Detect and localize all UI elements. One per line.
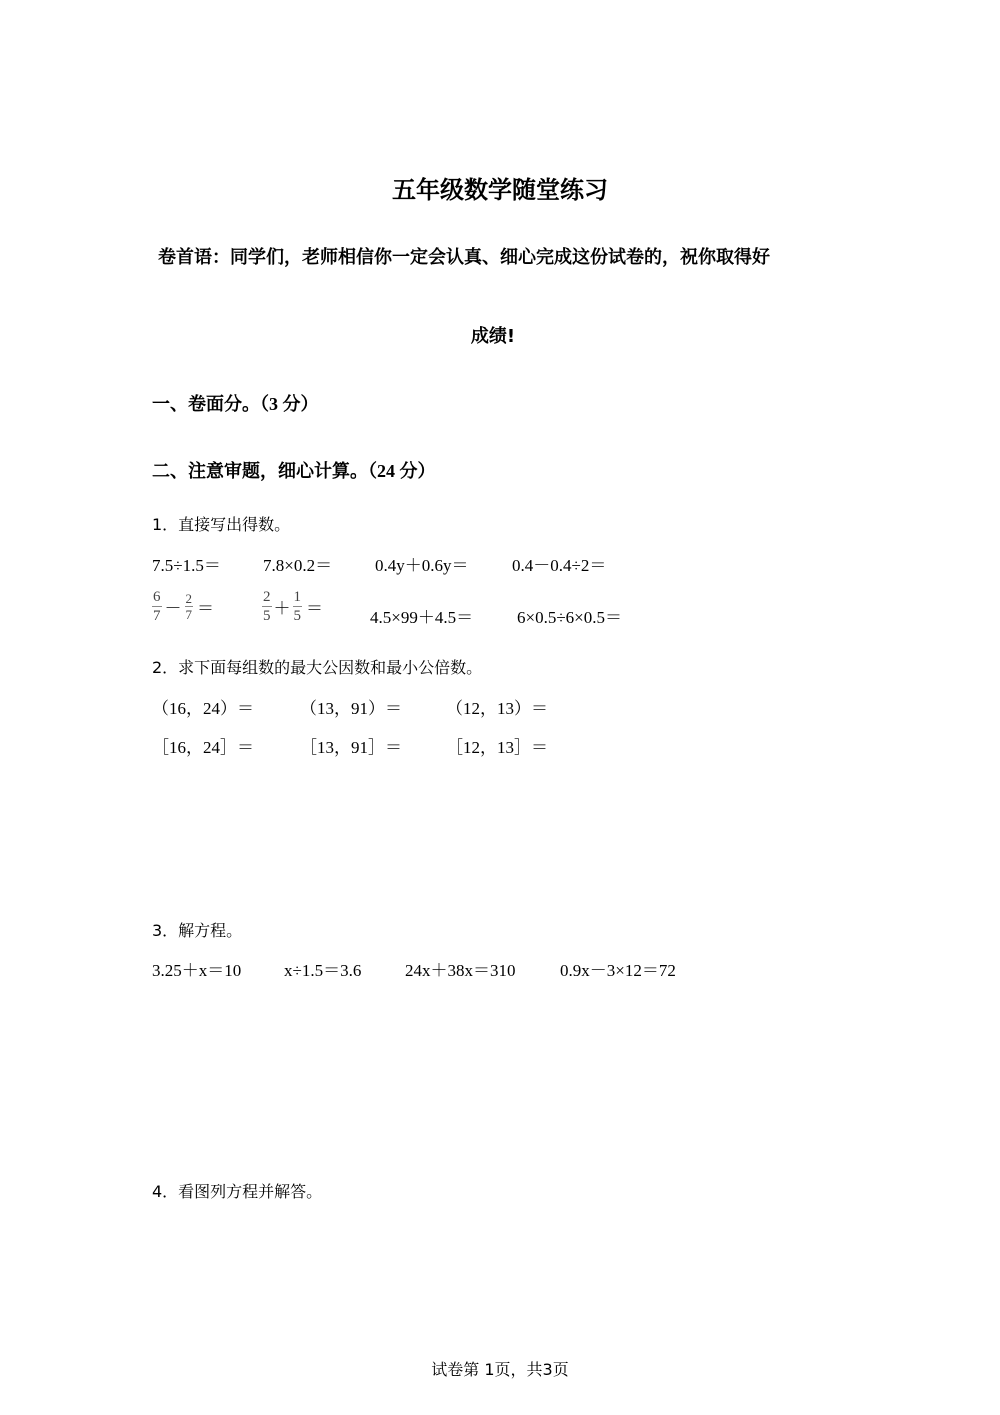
q2-lcm-2: ［13，91］＝	[300, 738, 402, 757]
q1-expr-8: 6×0.5÷6×0.5＝	[517, 608, 623, 627]
q1-fraction-expr-1	[152, 588, 214, 625]
denominator: 5	[293, 608, 301, 624]
q2-gcd-2: （13，91）＝	[300, 699, 402, 718]
denominator: 5	[263, 608, 271, 624]
preface-line-1: 卷首语：同学们，老师相信你一定会认真、细心完成这份试卷的，祝你取得好	[158, 247, 770, 268]
section-1-score: （3 分）	[260, 394, 319, 414]
numerator: 1	[293, 589, 301, 605]
numerator: 2	[185, 591, 192, 606]
preface-line-2: 成绩!	[470, 326, 516, 347]
section-1-heading	[152, 390, 319, 416]
q1-title: 1．直接写出得数。	[152, 515, 291, 534]
q2-title: 2．求下面每组数的最大公因数和最小公倍数。	[152, 658, 483, 677]
section-2-heading	[152, 457, 436, 483]
q2-gcd-3: （12，13）＝	[446, 699, 548, 718]
fraction	[293, 588, 303, 625]
section-2-label: 二、注意审题，细心计算。	[152, 461, 368, 482]
q1-expr-1: 7.5÷1.5＝	[152, 556, 221, 575]
equals-sign: ＝	[306, 599, 323, 618]
operator: ＋	[273, 599, 291, 618]
q1-expr-3: 0.4y＋0.6y＝	[375, 556, 469, 575]
q1-fraction-expr-2	[262, 588, 323, 625]
q1-expr-7: 4.5×99＋4.5＝	[370, 608, 474, 627]
q3-equation-4: 0.9x－3×12＝72	[560, 961, 676, 980]
fraction	[152, 588, 162, 625]
operator: －	[164, 599, 182, 618]
fraction	[185, 591, 194, 622]
q1-expr-4: 0.4－0.4÷2＝	[512, 556, 607, 575]
denominator: 7	[185, 607, 192, 622]
q2-lcm-1: ［16，24］＝	[152, 738, 254, 757]
numerator: 2	[263, 589, 271, 605]
denominator: 7	[153, 608, 161, 624]
q4-title: 4．看图列方程并解答。	[152, 1182, 323, 1201]
q2-gcd-1: （16，24）＝	[152, 699, 254, 718]
section-1-label: 一、卷面分。	[152, 394, 260, 415]
page-title: 五年级数学随堂练习	[392, 176, 608, 204]
page-footer: 试卷第 1页，共3页	[431, 1360, 569, 1379]
q3-title: 3．解方程。	[152, 921, 243, 940]
numerator: 6	[153, 589, 161, 605]
q3-equation-1: 3.25＋x＝10	[152, 961, 242, 980]
equals-sign: ＝	[197, 599, 214, 618]
q2-lcm-3: ［12，13］＝	[446, 738, 548, 757]
q1-expr-2: 7.8×0.2＝	[263, 556, 333, 575]
fraction	[262, 588, 272, 625]
section-2-score: （24 分）	[368, 461, 436, 481]
q3-equation-3: 24x＋38x＝310	[405, 961, 516, 980]
q3-equation-2: x÷1.5＝3.6	[284, 961, 362, 980]
